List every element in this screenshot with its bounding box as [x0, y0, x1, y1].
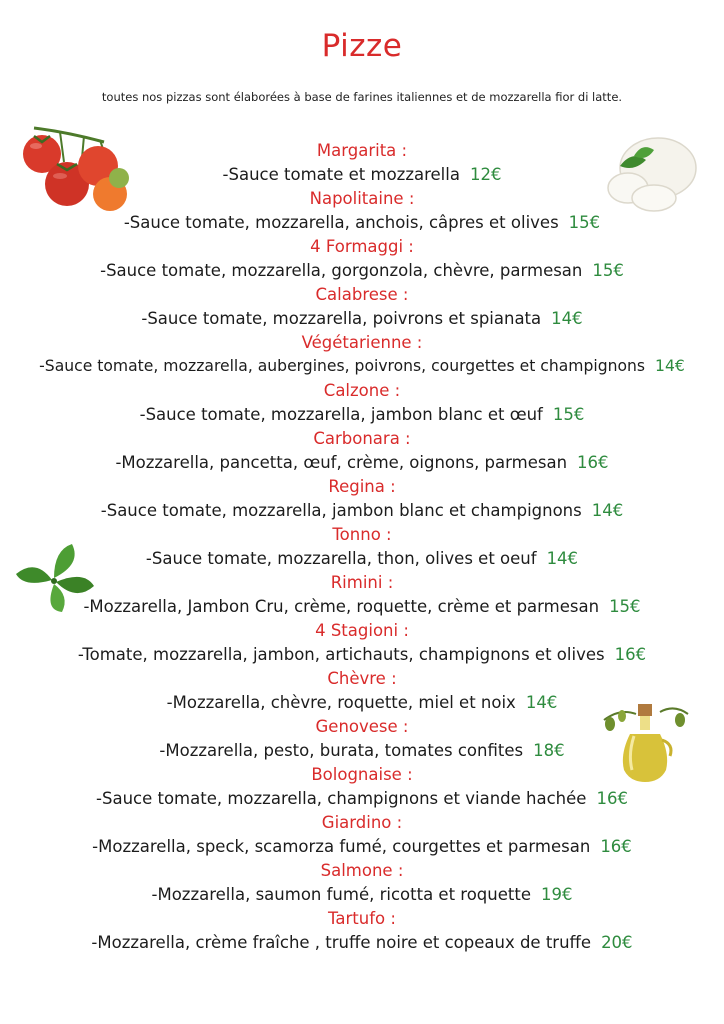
item-ingredients: -Sauce tomate et mozzarella — [222, 165, 460, 184]
item-line — [0, 881, 724, 908]
item-line — [0, 929, 724, 956]
item-ingredients: -Mozzarella, Jambon Cru, crème, roquette, crème et parmesan — [83, 597, 600, 616]
item-ingredients: -Sauce tomate, mozzarella, jambon blanc et œuf — [139, 405, 543, 424]
menu-item — [0, 284, 724, 332]
item-line — [0, 785, 724, 812]
basil-icon — [10, 540, 98, 614]
item-ingredients: -Mozzarella, chèvre, roquette, miel et noix — [166, 693, 516, 712]
item-name: Végétarienne : — [301, 333, 423, 352]
item-name: Giardino : — [321, 813, 403, 832]
item-ingredients: -Sauce tomate, mozzarella, anchois, câpres et olives — [123, 213, 559, 232]
item-name: Carbonara : — [313, 429, 411, 448]
item-price: 16€ — [614, 645, 647, 664]
item-line — [0, 497, 724, 524]
item-price: 12€ — [469, 165, 502, 184]
menu-item — [0, 476, 724, 524]
item-ingredients: -Sauce tomate, mozzarella, champignons et viande hachée — [96, 789, 587, 808]
item-line — [0, 641, 724, 668]
page-subtitle: toutes nos pizzas sont élaborées à base de farines italiennes et de mozzarella fior di latte. — [101, 90, 623, 104]
item-ingredients: -Sauce tomate, mozzarella, thon, olives et oeuf — [145, 549, 537, 568]
item-line — [0, 545, 724, 572]
item-name: Tartufo : — [328, 909, 396, 928]
item-price: 15€ — [568, 213, 601, 232]
item-price: 18€ — [533, 741, 565, 760]
item-price: 19€ — [540, 885, 573, 904]
item-ingredients: -Mozzarella, saumon fumé, ricotta et roquette — [151, 885, 531, 904]
olive-oil-icon — [600, 700, 692, 784]
mozzarella-icon — [600, 128, 702, 220]
item-line — [0, 833, 724, 860]
menu-item — [0, 428, 724, 476]
item-ingredients: -Mozzarella, pancetta, œuf, crème, oignons, parmesan — [115, 453, 568, 472]
item-line — [0, 449, 724, 476]
item-name: 4 Formaggi : — [310, 237, 414, 256]
item-line — [0, 401, 724, 428]
menu-item — [0, 380, 724, 428]
item-line — [0, 593, 724, 620]
item-price: 14€ — [546, 549, 579, 568]
item-ingredients: -Mozzarella, pesto, burata, tomates confites — [159, 741, 524, 760]
item-price: 14€ — [525, 693, 558, 712]
item-price: 14€ — [591, 501, 624, 520]
item-name: Bolognaise : — [311, 765, 413, 784]
item-name: Rimini : — [330, 573, 394, 592]
item-ingredients: -Mozzarella, speck, scamorza fumé, courgettes et parmesan — [92, 837, 591, 856]
item-price: 15€ — [609, 597, 641, 616]
item-line — [0, 353, 724, 380]
item-price: 14€ — [551, 309, 583, 328]
menu-item — [0, 332, 724, 380]
item-ingredients: -Sauce tomate, mozzarella, gorgonzola, chèvre, parmesan — [100, 261, 583, 280]
item-ingredients: -Sauce tomate, mozzarella, aubergines, poivrons, courgettes et champignons — [39, 357, 646, 375]
item-name: Chèvre : — [327, 669, 397, 688]
item-price: 16€ — [596, 789, 628, 808]
item-ingredients: -Mozzarella, crème fraîche , truffe noire et copeaux de truffe — [91, 933, 592, 952]
item-name: Regina : — [328, 477, 396, 496]
item-line — [0, 305, 724, 332]
menu-item — [0, 572, 724, 620]
menu-item — [0, 524, 724, 572]
page-title: Pizze — [321, 28, 403, 64]
item-name: Tonno : — [332, 525, 392, 544]
item-price: 14€ — [655, 357, 685, 375]
menu-item — [0, 812, 724, 860]
item-name: Napolitaine : — [309, 189, 415, 208]
item-name: Calzone : — [323, 381, 401, 400]
tomatoes-icon — [12, 118, 134, 218]
item-name: Margarita : — [316, 141, 408, 160]
item-ingredients: -Sauce tomate, mozzarella, jambon blanc et champignons — [100, 501, 582, 520]
item-price: 20€ — [601, 933, 633, 952]
menu-item — [0, 860, 724, 908]
item-ingredients: -Tomate, mozzarella, jambon, artichauts, champignons et olives — [77, 645, 605, 664]
item-ingredients: -Sauce tomate, mozzarella, poivrons et spianata — [141, 309, 542, 328]
item-line — [0, 257, 724, 284]
menu-item — [0, 908, 724, 956]
item-name: Genovese : — [315, 717, 409, 736]
item-price: 16€ — [600, 837, 632, 856]
item-price: 15€ — [552, 405, 585, 424]
menu-item — [0, 236, 724, 284]
item-price: 16€ — [577, 453, 609, 472]
menu-list — [0, 140, 724, 956]
item-name: Calabrese : — [315, 285, 409, 304]
item-price: 15€ — [592, 261, 624, 280]
item-name: Salmone : — [320, 861, 404, 880]
menu-item — [0, 620, 724, 668]
item-name: 4 Stagioni : — [315, 621, 409, 640]
